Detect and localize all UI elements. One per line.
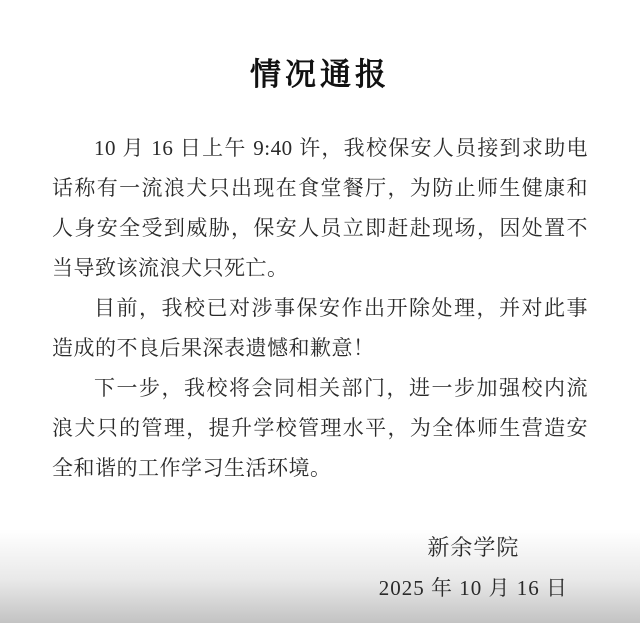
signature-block [379, 528, 568, 608]
signature-org: 新余学院 [427, 535, 520, 560]
notice-paragraph-followup: 下一步，我校将会同相关部门，进一步加强校内流浪犬只的管理，提升学校管理水平，为全体师生营造安全和谐的工作学习生活环境。 [52, 376, 588, 480]
notice-body [52, 128, 588, 488]
notice-paragraph-incident: 10 月 16 日上午 9:40 许，我校保安人员接到求助电话称有一流浪犬只出现在食堂餐厅，为防止师生健康和人身安全受到威胁，保安人员立即赶赴现场，因处置不当导致该流浪犬只死亡。 [52, 136, 588, 280]
notice-title: 情况通报 [250, 57, 390, 92]
notice-paragraph-action: 目前，我校已对涉事保安作出开除处理，并对此事造成的不良后果深表遗憾和歉意！ [52, 296, 588, 360]
notice-date: 2025 年 10 月 16 日 [378, 576, 568, 600]
